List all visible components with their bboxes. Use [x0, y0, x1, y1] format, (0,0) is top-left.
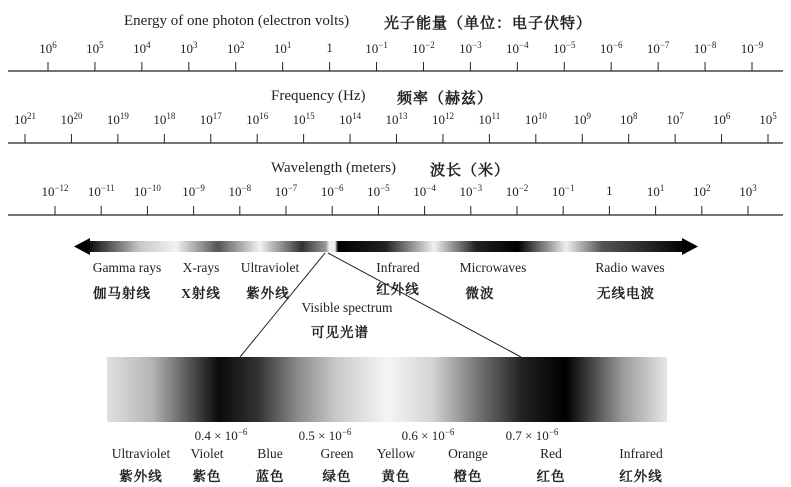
wavelength-tick-label: $10^{-7}$ [274, 183, 298, 199]
wavelength-tick-label: $10^{-11}$ [87, 183, 115, 199]
wavelength-tick-label: $10^{-10}$ [133, 183, 161, 199]
frequency-tick-label: $10^{20}$ [60, 111, 83, 127]
wavelength-tick-label: $10^{-3}$ [459, 183, 483, 199]
visible-wavelength-label: $0.5 \times 10^{-6}$ [298, 427, 352, 443]
visible-color-yellow: Yellow [376, 446, 416, 461]
wavelength-tick-label: $10^1$ [646, 183, 665, 199]
wavelength-title-zh: 波长（米） [430, 163, 511, 179]
energy-tick-label: $10^{-4}$ [506, 40, 529, 56]
visible-wavelength-label: $0.6 \times 10^{-6}$ [401, 427, 455, 443]
wavelength-tick-label: $10^{-1}$ [551, 183, 575, 199]
band-ultraviolet: Ultraviolet [240, 260, 300, 275]
frequency-tick-label: $10^{16}$ [246, 111, 269, 127]
wavelength-tick-label: $10^{-12}$ [41, 183, 69, 199]
energy-tick-label: $10^5$ [86, 40, 104, 56]
visible-color-green: Green [320, 446, 354, 461]
frequency-tick-label: $10^5$ [759, 111, 777, 127]
energy-tick-label: $10^{-7}$ [646, 40, 670, 56]
energy-tick-label: $10^{-6}$ [599, 40, 623, 56]
wavelength-tick-label: $10^{-6}$ [320, 183, 344, 199]
band-radio-zh: 无线电波 [597, 286, 655, 301]
energy-tick-label: $10^1$ [273, 40, 292, 56]
visible-spectrum-label-zh: 可见光谱 [311, 325, 369, 340]
energy-title: Energy of one photon (electron volts) [124, 13, 350, 29]
visible-color-violet: Violet [190, 446, 224, 461]
band-microwaves-zh: 微波 [465, 286, 495, 301]
band-ultraviolet-zh: 紫外线 [246, 286, 290, 301]
visible-spectrum-bar [107, 357, 667, 422]
band-gamma: Gamma rays [92, 260, 162, 275]
energy-tick-label: $10^6$ [39, 40, 57, 56]
visible-color-red: Red [540, 446, 562, 461]
band-infrared-zh: 红外线 [376, 282, 420, 297]
band-infrared: Infrared [376, 260, 420, 275]
visible-color-green-zh: 绿色 [322, 469, 352, 484]
band-radio: Radio waves [595, 260, 665, 275]
frequency-tick-label: $10^{10}$ [524, 111, 547, 127]
visible-color-blue-zh: 蓝色 [255, 469, 285, 484]
band-microwaves: Microwaves [459, 260, 527, 275]
wavelength-tick-label: $10^{-9}$ [182, 183, 205, 199]
frequency-tick-label: $10^9$ [573, 111, 591, 127]
energy-title-zh: 光子能量（单位：电子伏特） [384, 16, 593, 32]
frequency-tick-label: $10^{21}$ [14, 111, 36, 127]
visible-color-violet-zh: 紫色 [192, 469, 222, 484]
energy-tick-label: $10^{-1}$ [365, 40, 388, 56]
spectrum-bar [86, 241, 686, 252]
right-arrowhead [682, 238, 698, 255]
wavelength-title: Wavelength (meters) [271, 160, 396, 176]
energy-tick-label: $10^{-2}$ [412, 40, 435, 56]
frequency-tick-label: $10^{12}$ [431, 111, 454, 127]
visible-color-red-zh: 红色 [536, 469, 566, 484]
visible-color-yellow-zh: 黄色 [381, 469, 411, 484]
frequency-tick-label: $10^{14}$ [339, 111, 362, 127]
wavelength-tick-label: $10^2$ [693, 183, 711, 199]
wavelength-tick-label: $10^3$ [739, 183, 757, 199]
energy-tick-label: $10^2$ [226, 40, 245, 56]
visible-wavelength-label: $0.4 \times 10^{-6}$ [194, 427, 248, 443]
frequency-tick-label: $10^{19}$ [106, 111, 129, 127]
frequency-tick-label: $10^{11}$ [478, 111, 501, 127]
visible-color-infrared: Infrared [619, 446, 663, 461]
wavelength-tick-label: $10^{-2}$ [505, 183, 529, 199]
left-arrowhead [74, 238, 90, 255]
axis-tick-marks [25, 62, 768, 215]
visible-color-infrared-zh: 红外线 [619, 469, 663, 484]
wavelength-tick-label: $10^{-5}$ [367, 183, 390, 199]
frequency-tick-label: $10^7$ [666, 111, 684, 127]
frequency-tick-label: $10^{15}$ [292, 111, 315, 127]
band-gamma-zh: 伽马射线 [93, 286, 151, 301]
energy-tick-label: 1 [326, 40, 333, 55]
wavelength-tick-label: $10^{-8}$ [228, 183, 252, 199]
band-xray-zh: X射线 [181, 286, 221, 301]
frequency-tick-label: $10^{13}$ [385, 111, 408, 127]
frequency-tick-label: $10^8$ [619, 111, 638, 127]
frequency-tick-label: $10^6$ [712, 111, 731, 127]
energy-tick-label: $10^{-9}$ [740, 40, 764, 56]
frequency-tick-label: $10^{18}$ [153, 111, 176, 127]
visible-color-ultraviolet-zh: 紫外线 [119, 469, 163, 484]
visible-wavelength-label: $0.7 \times 10^{-6}$ [505, 427, 559, 443]
visible-color-orange-zh: 橙色 [453, 469, 483, 484]
visible-color-ultraviolet: Ultraviolet [111, 446, 171, 461]
energy-tick-label: $10^{-5}$ [552, 40, 576, 56]
energy-tick-label: $10^{-8}$ [693, 40, 717, 56]
frequency-title: Frequency (Hz) [271, 88, 366, 104]
frequency-tick-label: $10^{17}$ [199, 111, 222, 127]
visible-spectrum-label: Visible spectrum [301, 300, 393, 315]
visible-color-orange: Orange [448, 446, 488, 461]
visible-color-blue: Blue [257, 446, 283, 461]
energy-tick-label: $10^4$ [133, 40, 151, 56]
energy-tick-label: $10^3$ [180, 40, 198, 56]
frequency-title-zh: 频率（赫兹） [397, 91, 494, 107]
energy-tick-label: $10^{-3}$ [459, 40, 482, 56]
band-xray: X-rays [182, 260, 220, 275]
wavelength-tick-label: 1 [606, 183, 613, 198]
wavelength-tick-label: $10^{-4}$ [413, 183, 436, 199]
